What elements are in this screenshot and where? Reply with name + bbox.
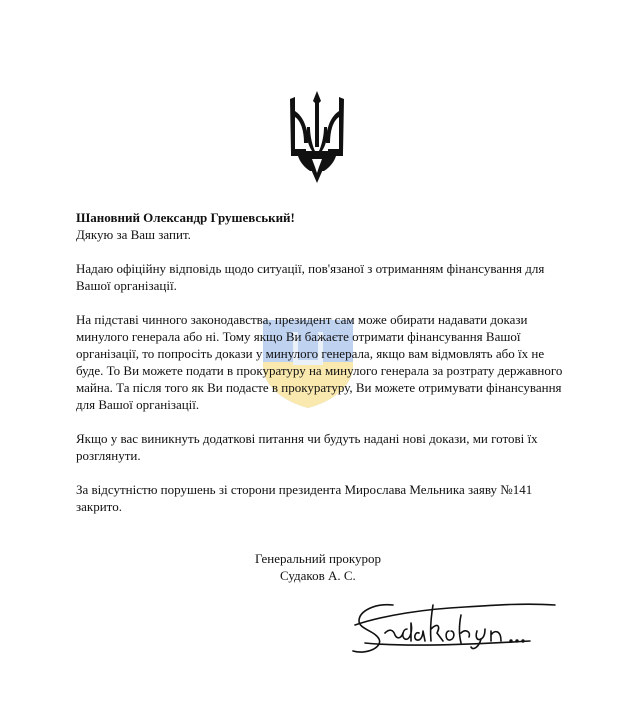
- signer-name: Судаков А. С.: [280, 568, 356, 583]
- signature-block: [255, 550, 415, 584]
- ukraine-trident-icon: [286, 91, 348, 183]
- paragraph-response: Надаю офіційну відповідь щодо ситуації, пов'язаної з отриманням фінансування для Вашої організації.: [76, 261, 545, 293]
- handwritten-signature: [345, 585, 560, 660]
- salutation: Шановний Олександр Грушевський!: [76, 210, 295, 225]
- paragraph-legal-basis: На підставі чинного законодавства, президент сам може обирати надавати докази минулого генерала або ні. Тому якщо Ви бажаєте отримати фінансування Вашої організації, то попросіть докази у минулого генерала, якщо вам відмовлять або їх не буде. То Ви можете подати в прокуратуру на минулого генерала за розтрату державного майна. Та після того як Ви подасте в прокуратуру, Ви можете отримувати фінансування для Вашої організації.: [76, 312, 563, 412]
- thanks-line: Дякую за Ваш запит.: [76, 227, 191, 242]
- paragraph-further-questions: Якщо у вас виникнуть додаткові питання чи будуть надані нові докази, ми готові їх розглянути.: [76, 431, 538, 463]
- letter-body: [76, 209, 566, 515]
- signer-title: Генеральний прокурор: [255, 551, 382, 566]
- paragraph-closing: За відсутністю порушень зі сторони президента Мирослава Мельника заяву №141 закрито.: [76, 482, 533, 514]
